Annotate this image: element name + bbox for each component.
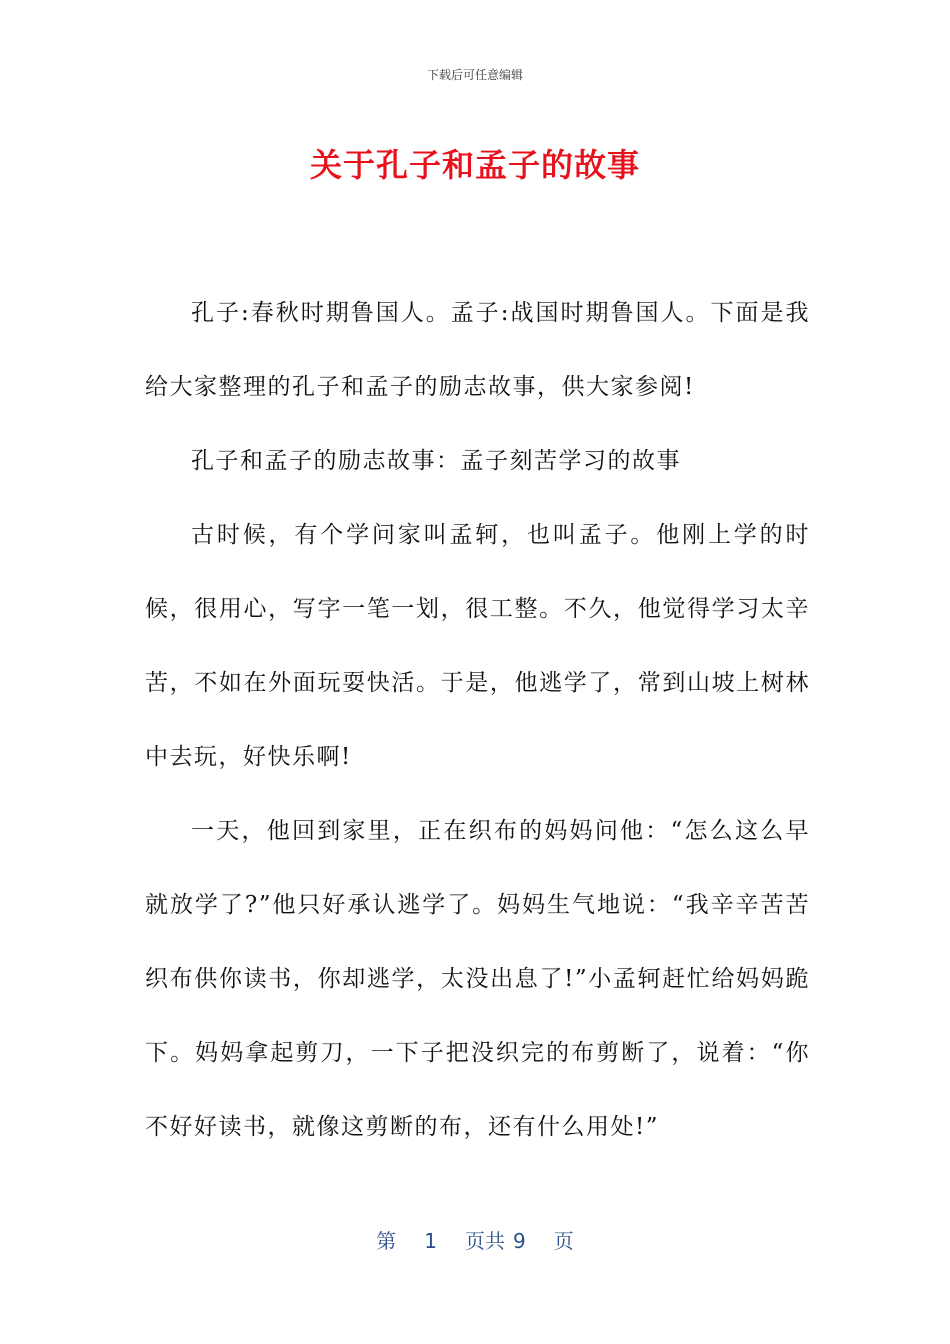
paragraph-intro: 孔子:春秋时期鲁国人。孟子:战国时期鲁国人。下面是我给大家整理的孔子和孟子的励志故事，供大家参阅!: [145, 300, 810, 400]
footer-middle: 页共: [465, 1229, 505, 1253]
paragraph-subheading: 孔子和孟子的励志故事：孟子刻苦学习的故事: [191, 448, 681, 474]
header-note: 下载后可任意编辑: [426, 68, 523, 82]
footer-current-page: 1: [424, 1229, 437, 1253]
footer-prefix: 第: [376, 1229, 397, 1253]
footer-total-pages: 9: [513, 1229, 526, 1253]
paragraph-story-1: 古时候，有个学问家叫孟轲，也叫孟子。他刚上学的时候，很用心，写字一笔一划，很工整。不久，他觉得学习太辛苦，不如在外面玩耍快活。于是，他逃学了，常到山坡上树林中去玩，好快乐啊!: [145, 522, 810, 770]
document-title: 关于孔子和孟子的故事: [309, 146, 640, 184]
paragraph-story-2: 一天，他回到家里，正在织布的妈妈问他：“怎么这么早就放学了?”他只好承认逃学了。妈妈生气地说：“我辛辛苦苦织布供你读书，你却逃学，太没出息了!”小孟轲赶忙给妈妈跪下。妈妈拿起剪刀，一下子把没织完的布剪断了，说着：“你不好好读书，就像这剪断的布，还有什么用处!”: [145, 818, 810, 1140]
page-footer: [0, 1225, 950, 1254]
footer-suffix: 页: [553, 1229, 574, 1253]
document-body: [145, 276, 810, 1164]
